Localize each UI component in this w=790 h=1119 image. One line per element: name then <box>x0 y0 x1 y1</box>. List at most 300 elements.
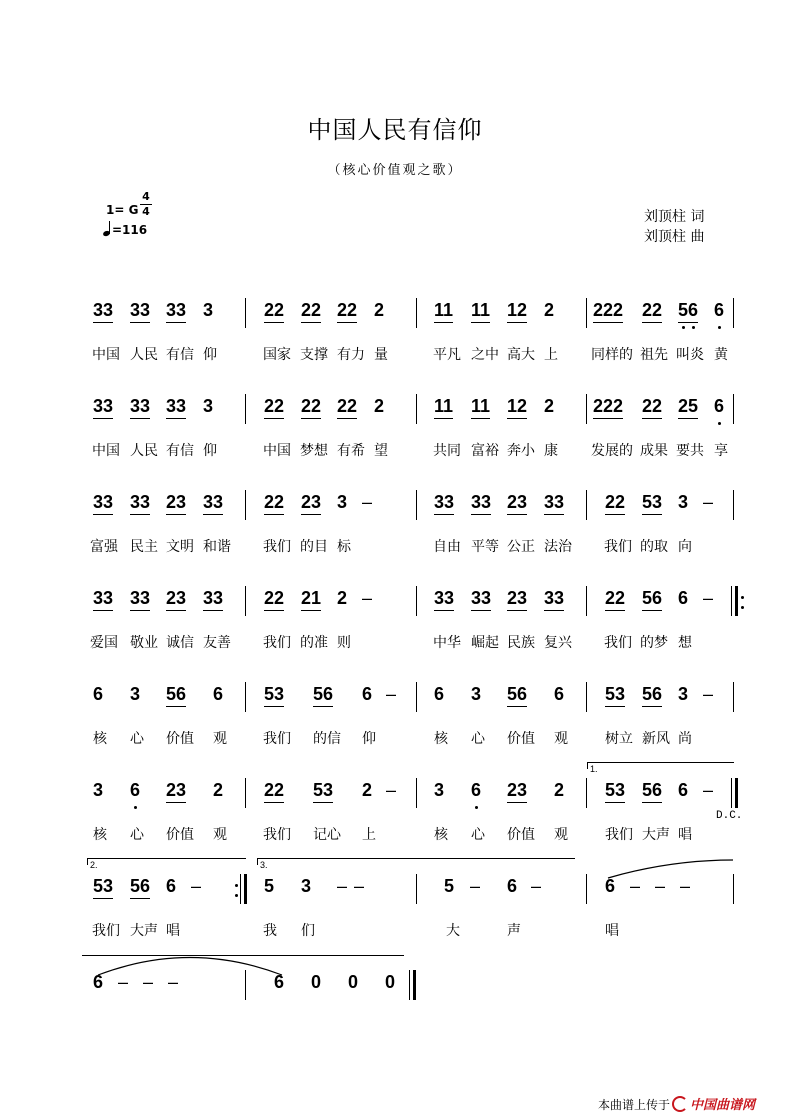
song-subtitle: （核心价值观之歌） <box>327 163 463 178</box>
lyric: 享 <box>714 443 728 459</box>
note: 11 <box>471 300 490 323</box>
lyric: 梦想 <box>300 443 328 459</box>
note: 3 <box>203 396 214 416</box>
lyric: 奔小 <box>507 443 535 459</box>
note: 33 <box>471 492 491 515</box>
barline <box>245 298 246 328</box>
line-bracket <box>82 955 404 956</box>
note: 53 <box>313 780 333 803</box>
barline <box>245 970 246 1000</box>
note: 23 <box>507 588 527 611</box>
lyric: 诚信 <box>166 635 194 651</box>
sustain-dash: – <box>386 780 397 800</box>
note: 12 <box>507 300 527 323</box>
note: 23 <box>507 492 527 515</box>
lyric: 黄 <box>714 347 728 363</box>
barline <box>731 586 732 616</box>
lyric: 自由 <box>433 539 461 555</box>
note: 33 <box>93 396 113 419</box>
barline <box>586 778 587 808</box>
lyric: 记心 <box>313 827 341 843</box>
barline <box>245 490 246 520</box>
barline <box>733 874 734 904</box>
lyric: 心 <box>130 731 144 747</box>
lyric: 们 <box>301 923 315 939</box>
note: 3 <box>434 780 445 800</box>
footer-text: 本曲谱上传于 <box>598 1098 671 1112</box>
volta-label: 2. <box>90 860 98 870</box>
low-octave-dot <box>692 326 695 329</box>
note: 23 <box>507 780 527 803</box>
volta-label: 1. <box>590 764 598 774</box>
note: 53 <box>264 684 284 707</box>
lyric: 想 <box>678 635 692 651</box>
sustain-dash: – <box>531 876 542 896</box>
lyric: 中华 <box>433 635 461 651</box>
lyric: 人民 <box>130 443 158 459</box>
note: 0 <box>385 972 396 992</box>
note: 53 <box>605 780 625 803</box>
note: 2 <box>362 780 373 800</box>
note: 3 <box>203 300 214 320</box>
lyric: 文明 <box>166 539 194 555</box>
note: 56 <box>678 300 698 323</box>
note: 0 <box>348 972 359 992</box>
volta-bracket <box>587 762 734 769</box>
note: 33 <box>434 588 454 611</box>
note: 11 <box>434 396 453 419</box>
sustain-dash: – <box>386 684 397 704</box>
lyricist-credit: 刘顶柱 词 <box>644 209 705 225</box>
quarter-note-icon <box>102 221 112 237</box>
lyric: 我们 <box>263 635 291 651</box>
repeat-dot <box>741 606 744 609</box>
lyric: 平等 <box>471 539 499 555</box>
lyric: 爱国 <box>90 635 118 651</box>
sustain-dash: – <box>362 492 373 512</box>
note: 56 <box>166 684 186 707</box>
note: 6 <box>678 588 689 608</box>
thick-barline <box>735 586 738 616</box>
volta-bracket <box>257 858 575 865</box>
note: 23 <box>301 492 321 515</box>
note: 33 <box>166 300 186 323</box>
lyric: 的梦 <box>640 635 668 651</box>
note: 2 <box>554 780 565 800</box>
note: 23 <box>166 588 186 611</box>
lyric: 支撑 <box>300 347 328 363</box>
note: 3 <box>678 684 689 704</box>
barline <box>586 298 587 328</box>
note: 3 <box>93 780 104 800</box>
lyric: 的目 <box>300 539 328 555</box>
note: 33 <box>166 396 186 419</box>
barline <box>586 394 587 424</box>
sustain-dash: – <box>337 876 348 896</box>
notes-row <box>0 780 790 804</box>
notes-row <box>0 876 790 900</box>
thick-barline <box>735 778 738 808</box>
lyrics-row <box>0 344 790 368</box>
note: 6 <box>434 684 445 704</box>
lyric: 核 <box>93 827 107 843</box>
lyric: 的信 <box>313 731 341 747</box>
lyric: 富强 <box>90 539 118 555</box>
sustain-dash: – <box>655 876 666 896</box>
notes-row <box>0 300 790 324</box>
sustain-dash: – <box>680 876 691 896</box>
note: 2 <box>374 300 385 320</box>
note: 33 <box>203 588 223 611</box>
lyric: 声 <box>507 923 521 939</box>
notes-row <box>0 396 790 420</box>
lyrics-row <box>0 1016 790 1040</box>
note: 3 <box>130 684 141 704</box>
note: 6 <box>362 684 373 704</box>
note: 56 <box>642 588 662 611</box>
note: 3 <box>337 492 348 512</box>
note: 56 <box>642 780 662 803</box>
lyric: 唱 <box>166 923 180 939</box>
note: 22 <box>605 492 625 515</box>
repeat-dot <box>741 596 744 599</box>
barline <box>416 490 417 520</box>
lyric: 我们 <box>263 539 291 555</box>
barline <box>409 970 410 1000</box>
note: 53 <box>642 492 662 515</box>
lyric: 核 <box>93 731 107 747</box>
note: 2 <box>213 780 224 800</box>
lyric: 康 <box>544 443 558 459</box>
note: 6 <box>507 876 518 896</box>
note: 6 <box>605 876 616 896</box>
note: 6 <box>678 780 689 800</box>
lyric: 我们 <box>605 827 633 843</box>
barline <box>245 682 246 712</box>
barline <box>733 682 734 712</box>
lyric: 价值 <box>166 827 194 843</box>
barline <box>416 874 417 904</box>
lyric: 人民 <box>130 347 158 363</box>
lyric: 观 <box>554 731 568 747</box>
lyric: 祖先 <box>640 347 668 363</box>
sustain-dash: – <box>703 780 714 800</box>
sustain-dash: – <box>630 876 641 896</box>
lyric: 向 <box>678 539 692 555</box>
lyrics-row <box>0 536 790 560</box>
sustain-dash: – <box>168 972 179 992</box>
lyric: 的准 <box>300 635 328 651</box>
note: 56 <box>642 684 662 707</box>
note: 5 <box>264 876 275 896</box>
lyric: 价值 <box>507 827 535 843</box>
note: 53 <box>93 876 113 899</box>
lyric: 唱 <box>605 923 619 939</box>
lyric: 尚 <box>678 731 692 747</box>
note: 3 <box>301 876 312 896</box>
barline <box>586 874 587 904</box>
barline <box>245 586 246 616</box>
lyric: 核 <box>434 827 448 843</box>
note: 6 <box>554 684 565 704</box>
lyrics-row <box>0 728 790 752</box>
time-signature <box>140 191 152 218</box>
note: 22 <box>337 396 357 419</box>
barline <box>731 778 732 808</box>
note: 12 <box>507 396 527 419</box>
note: 6 <box>714 300 725 320</box>
lyrics-row <box>0 440 790 464</box>
lyric: 有希 <box>337 443 365 459</box>
note: 33 <box>93 300 113 323</box>
sustain-dash: – <box>118 972 129 992</box>
lyric: 心 <box>471 731 485 747</box>
lyric: 和谐 <box>203 539 231 555</box>
time-signature-top: 4 <box>142 190 150 203</box>
lyric: 大声 <box>130 923 158 939</box>
credits <box>644 207 704 247</box>
sustain-dash: – <box>703 588 714 608</box>
note: 22 <box>642 300 662 323</box>
lyric: 标 <box>337 539 351 555</box>
lyric: 仰 <box>203 443 217 459</box>
note: 22 <box>264 300 284 323</box>
repeat-dot <box>235 894 238 897</box>
notes-row <box>0 684 790 708</box>
low-octave-dot <box>718 422 721 425</box>
lyric: 高大 <box>507 347 535 363</box>
note: 33 <box>93 492 113 515</box>
lyric: 上 <box>544 347 558 363</box>
thick-barline <box>244 874 247 904</box>
lyric: 有信 <box>166 443 194 459</box>
barline <box>240 874 241 904</box>
note: 6 <box>130 780 141 800</box>
sustain-dash: – <box>703 684 714 704</box>
song-title: 中国人民有信仰 <box>307 116 483 144</box>
lyric: 发展的 <box>591 443 633 459</box>
note: 56 <box>313 684 333 707</box>
lyric: 观 <box>213 827 227 843</box>
note: 23 <box>166 492 186 515</box>
lyric: 民主 <box>130 539 158 555</box>
lyrics-row <box>0 920 790 944</box>
note: 2 <box>544 300 555 320</box>
lyric: 崛起 <box>471 635 499 651</box>
note: 33 <box>203 492 223 515</box>
lyric: 之中 <box>471 347 499 363</box>
lyric: 望 <box>374 443 388 459</box>
lyric: 大声 <box>642 827 670 843</box>
repeat-dot <box>235 884 238 887</box>
note: 53 <box>605 684 625 707</box>
lyric: 友善 <box>203 635 231 651</box>
lyric: 叫炎 <box>676 347 704 363</box>
note: 22 <box>605 588 625 611</box>
barline <box>733 490 734 520</box>
site-logo-icon <box>672 1096 688 1112</box>
low-octave-dot <box>475 806 478 809</box>
lyric: 唱 <box>678 827 692 843</box>
lyric: 公正 <box>507 539 535 555</box>
note: 3 <box>678 492 689 512</box>
barline <box>416 298 417 328</box>
note: 33 <box>544 492 564 515</box>
lyric: 有信 <box>166 347 194 363</box>
barline <box>586 682 587 712</box>
lyrics-row <box>0 632 790 656</box>
note: 56 <box>507 684 527 707</box>
lyric: 中国 <box>92 347 120 363</box>
note: 2 <box>374 396 385 416</box>
lyric: 上 <box>362 827 376 843</box>
barline <box>245 394 246 424</box>
lyric: 我们 <box>604 635 632 651</box>
notes-row <box>0 588 790 612</box>
note: 222 <box>593 300 623 323</box>
lyric: 我们 <box>92 923 120 939</box>
barline <box>586 490 587 520</box>
composer-credit: 刘顶柱 曲 <box>644 229 705 245</box>
low-octave-dot <box>134 806 137 809</box>
note: 23 <box>166 780 186 803</box>
note: 6 <box>471 780 482 800</box>
lyric: 我们 <box>604 539 632 555</box>
barline <box>733 298 734 328</box>
note: 6 <box>166 876 177 896</box>
lyric: 观 <box>554 827 568 843</box>
lyric: 复兴 <box>544 635 572 651</box>
footer-logo: 中国曲谱网 <box>690 1098 756 1113</box>
note: 6 <box>274 972 285 992</box>
note: 222 <box>593 396 623 419</box>
note: 2 <box>544 396 555 416</box>
low-octave-dot <box>718 326 721 329</box>
note: 33 <box>93 588 113 611</box>
lyric: 心 <box>471 827 485 843</box>
note: 6 <box>714 396 725 416</box>
volta-bracket <box>87 858 246 865</box>
note: 22 <box>642 396 662 419</box>
note: 25 <box>678 396 698 419</box>
lyric: 我 <box>263 923 277 939</box>
note: 22 <box>337 300 357 323</box>
sustain-dash: – <box>470 876 481 896</box>
lyric: 平凡 <box>433 347 461 363</box>
note: 22 <box>264 396 284 419</box>
footer <box>598 1094 755 1113</box>
note: 56 <box>130 876 150 899</box>
lyric: 仰 <box>203 347 217 363</box>
note: 33 <box>471 588 491 611</box>
volta-label: 3. <box>260 860 268 870</box>
lyric: 树立 <box>605 731 633 747</box>
note: 33 <box>130 588 150 611</box>
barline <box>586 586 587 616</box>
lyric: 观 <box>213 731 227 747</box>
barline <box>245 778 246 808</box>
lyric: 新风 <box>642 731 670 747</box>
lyric: 成果 <box>640 443 668 459</box>
lyric: 要共 <box>676 443 704 459</box>
note: 3 <box>471 684 482 704</box>
lyric: 共同 <box>433 443 461 459</box>
lyric: 国家 <box>263 347 291 363</box>
barline <box>416 586 417 616</box>
note: 21 <box>301 588 321 611</box>
note: 6 <box>93 972 104 992</box>
lyric: 价值 <box>507 731 535 747</box>
lyric: 有力 <box>337 347 365 363</box>
lyric: 的取 <box>640 539 668 555</box>
lyric: 中国 <box>92 443 120 459</box>
lyric: 敬业 <box>130 635 158 651</box>
note: 22 <box>264 492 284 515</box>
thick-barline <box>413 970 416 1000</box>
lyric: 我们 <box>263 827 291 843</box>
sustain-dash: – <box>362 588 373 608</box>
note: 22 <box>264 780 284 803</box>
note: 33 <box>130 396 150 419</box>
note: 33 <box>434 492 454 515</box>
note: 11 <box>471 396 490 419</box>
lyric: 富裕 <box>471 443 499 459</box>
time-signature-bottom: 4 <box>142 205 150 218</box>
note: 0 <box>311 972 322 992</box>
sustain-dash: – <box>354 876 365 896</box>
barline <box>733 394 734 424</box>
lyric: 核 <box>434 731 448 747</box>
tempo-marking <box>102 221 147 237</box>
lyric: 我们 <box>263 731 291 747</box>
note: 6 <box>213 684 224 704</box>
lyric: 则 <box>337 635 351 651</box>
sustain-dash: – <box>191 876 202 896</box>
sustain-dash: – <box>143 972 154 992</box>
lyrics-row <box>0 824 790 848</box>
note: 6 <box>93 684 104 704</box>
dc-marking: D.C. <box>716 810 743 822</box>
note: 22 <box>301 396 321 419</box>
lyric: 同样的 <box>591 347 633 363</box>
lyric: 量 <box>374 347 388 363</box>
notes-row <box>0 972 790 996</box>
lyric: 仰 <box>362 731 376 747</box>
lyric: 价值 <box>166 731 194 747</box>
sustain-dash: – <box>703 492 714 512</box>
note: 33 <box>130 300 150 323</box>
lyric: 心 <box>130 827 144 843</box>
note: 33 <box>544 588 564 611</box>
low-octave-dot <box>682 326 685 329</box>
note: 5 <box>444 876 455 896</box>
note: 22 <box>301 300 321 323</box>
key-signature: 1= G <box>106 203 139 217</box>
barline <box>416 682 417 712</box>
lyric: 民族 <box>507 635 535 651</box>
tempo-value: =116 <box>112 223 148 237</box>
note: 33 <box>130 492 150 515</box>
barline <box>416 778 417 808</box>
lyric: 大 <box>446 923 460 939</box>
note: 22 <box>264 588 284 611</box>
note: 11 <box>434 300 453 323</box>
lyric: 法治 <box>544 539 572 555</box>
barline <box>416 394 417 424</box>
notes-row <box>0 492 790 516</box>
lyric: 中国 <box>263 443 291 459</box>
note: 2 <box>337 588 348 608</box>
